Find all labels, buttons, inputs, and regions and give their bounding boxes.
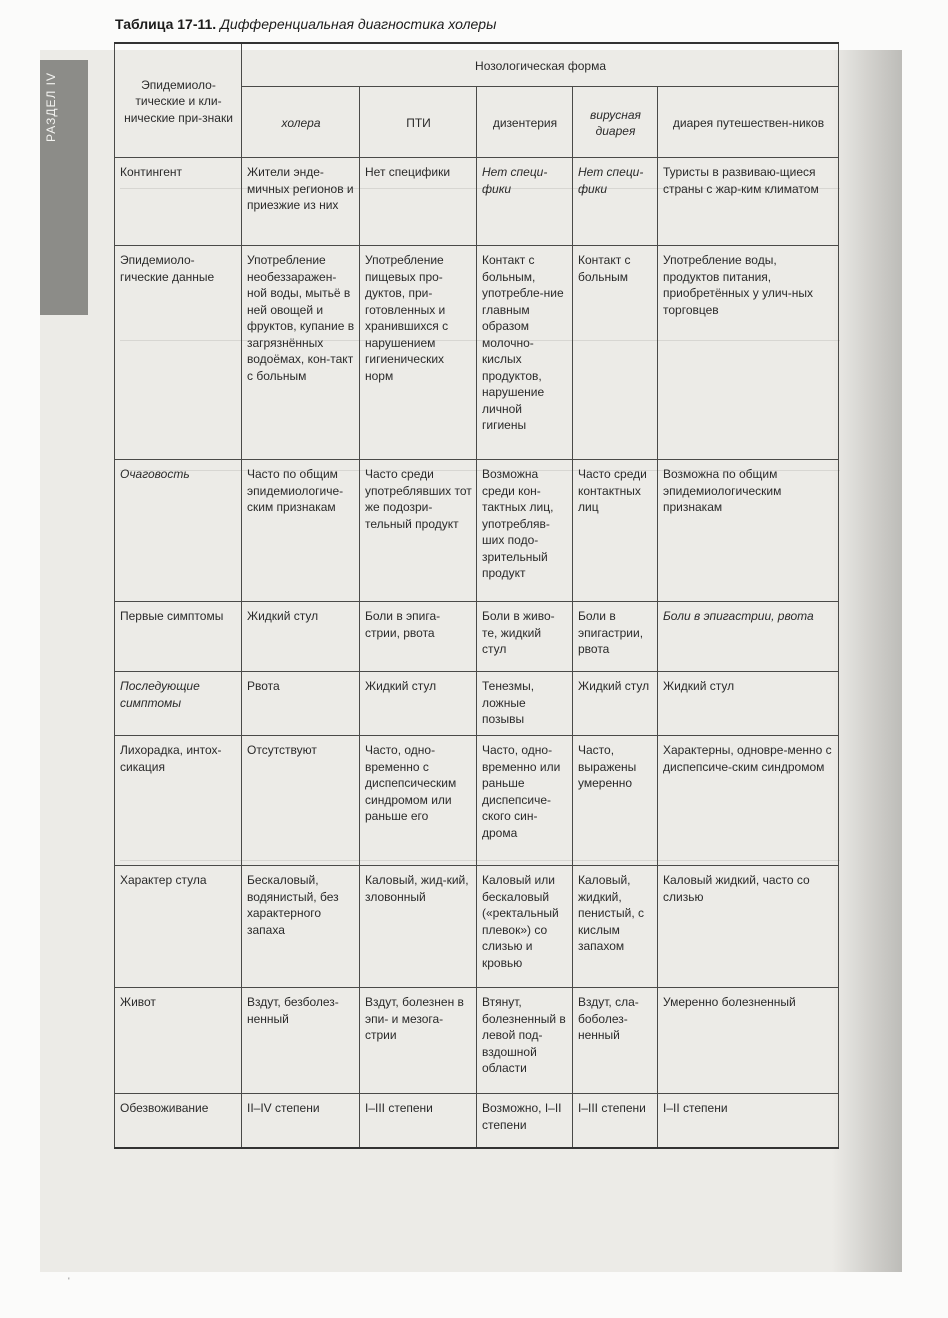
table-cell: Рвота: [242, 672, 360, 736]
differential-diagnosis-table: [114, 42, 839, 1149]
table-cell: Боли в эпигастрии, рвота: [573, 602, 658, 672]
table-cell: Часто среди употреблявших тот же подозри-тельный продукт: [360, 460, 477, 602]
table-number: Таблица 17-11.: [115, 16, 217, 32]
table-cell: Часто, одно-временно или раньше диспепсиче-ского син-дрома: [477, 736, 573, 866]
table-cell: Употребление пищевых про-дуктов, при-готовленных и хранившихся с нарушением гигиенических норм: [360, 246, 477, 460]
table-cell: Характерны, одновре-менно с диспепсиче-ским синдромом: [658, 736, 839, 866]
row-label: Лихорадка, интох-сикация: [115, 736, 242, 866]
table-cell: Нет специ-фики: [573, 158, 658, 246]
column-header: ПТИ: [360, 87, 477, 158]
section-tab: [40, 60, 88, 315]
page-mark: ': [68, 1276, 70, 1286]
table-cell: Боли в живо-те, жидкий стул: [477, 602, 573, 672]
table-row: [115, 1094, 839, 1148]
table-cell: Втянут, болезненный в левой под-вздошной области: [477, 988, 573, 1094]
table-cell: Тенезмы, ложные позывы: [477, 672, 573, 736]
table-cell: Каловый, жидкий, пенистый, с кислым запахом: [573, 866, 658, 988]
table-cell: I–III степени: [573, 1094, 658, 1148]
table-cell: Вздут, сла-боболез-ненный: [573, 988, 658, 1094]
row-label: Очаговость: [115, 460, 242, 602]
table-cell: Контакт с больным, употребле-ние главным образом молочно-кислых продуктов, нарушение личной гигиены: [477, 246, 573, 460]
column-header: холера: [242, 87, 360, 158]
table-cell: Употребление необеззаражен-ной воды, мытьё в ней овощей и фруктов, купание в загрязнённых водоёмах, кон-такт с больным: [242, 246, 360, 460]
table-cell: Возможно, I–II степени: [477, 1094, 573, 1148]
table-cell: Нет специфики: [360, 158, 477, 246]
header-signs: Эпидемиоло-тические и кли-нические при-знаки: [115, 43, 242, 158]
table-cell: Каловый жидкий, часто со слизью: [658, 866, 839, 988]
table-row: [115, 988, 839, 1094]
table-cell: Контакт с больным: [573, 246, 658, 460]
row-label: Эпидемиоло-гические данные: [115, 246, 242, 460]
table-cell: Умеренно болезненный: [658, 988, 839, 1094]
table-cell: Возможна среди кон-тактных лиц, употребляв-ших подо-зрительный продукт: [477, 460, 573, 602]
column-header: дизентерия: [477, 87, 573, 158]
table-cell: Туристы в развиваю-щиеся страны с жар-ким климатом: [658, 158, 839, 246]
section-tab-label: РАЗДЕЛ IV: [44, 72, 58, 142]
table-cell: Вздут, безболез-ненный: [242, 988, 360, 1094]
table-cell: Нет специ-фики: [477, 158, 573, 246]
table-cell: I–II степени: [658, 1094, 839, 1148]
table-row: [115, 158, 839, 246]
table-row: [115, 602, 839, 672]
table-cell: Жидкий стул: [573, 672, 658, 736]
table-caption: [115, 16, 635, 32]
table-cell: Часто по общим эпидемиологиче-ским признакам: [242, 460, 360, 602]
table-cell: Часто среди контактных лиц: [573, 460, 658, 602]
table-row: [115, 866, 839, 988]
header-row-1: [115, 43, 839, 87]
table-row: [115, 672, 839, 736]
table-cell: II–IV степени: [242, 1094, 360, 1148]
table-cell: Боли в эпига-стрии, рвота: [360, 602, 477, 672]
table-cell: Жители энде-мичных регионов и приезжие из них: [242, 158, 360, 246]
table-cell: Бескаловый, водянистый, без характерного запаха: [242, 866, 360, 988]
row-label: Живот: [115, 988, 242, 1094]
row-label: Характер стула: [115, 866, 242, 988]
column-header: диарея путешествен-ников: [658, 87, 839, 158]
column-header: вирусная диарея: [573, 87, 658, 158]
row-label: Первые симптомы: [115, 602, 242, 672]
table-cell: Каловый или бескаловый («ректальный плевок») со слизью и кровью: [477, 866, 573, 988]
table-row: [115, 460, 839, 602]
table-cell: Отсутствуют: [242, 736, 360, 866]
table-cell: Часто, одно-временно с диспепсическим синдромом или раньше его: [360, 736, 477, 866]
table-cell: Употребление воды, продуктов питания, приобретённых у улич-ных торговцев: [658, 246, 839, 460]
header-nosology: Нозологическая форма: [242, 43, 839, 87]
row-label: Обезвоживание: [115, 1094, 242, 1148]
row-label: Последующие симптомы: [115, 672, 242, 736]
table-title: Дифференциальная диагностика холеры: [220, 16, 497, 32]
table-cell: Жидкий стул: [658, 672, 839, 736]
table-cell: Боли в эпигастрии, рвота: [658, 602, 839, 672]
table-cell: Часто, выражены умеренно: [573, 736, 658, 866]
table-cell: Возможна по общим эпидемиологическим признакам: [658, 460, 839, 602]
page-edge-shadow: [832, 50, 902, 1272]
table-cell: Жидкий стул: [360, 672, 477, 736]
table-cell: Жидкий стул: [242, 602, 360, 672]
table-row: [115, 736, 839, 866]
table-cell: Вздут, болезнен в эпи- и мезога-стрии: [360, 988, 477, 1094]
table-cell: I–III степени: [360, 1094, 477, 1148]
row-label: Контингент: [115, 158, 242, 246]
table-row: [115, 246, 839, 460]
table-cell: Каловый, жид-кий, зловонный: [360, 866, 477, 988]
